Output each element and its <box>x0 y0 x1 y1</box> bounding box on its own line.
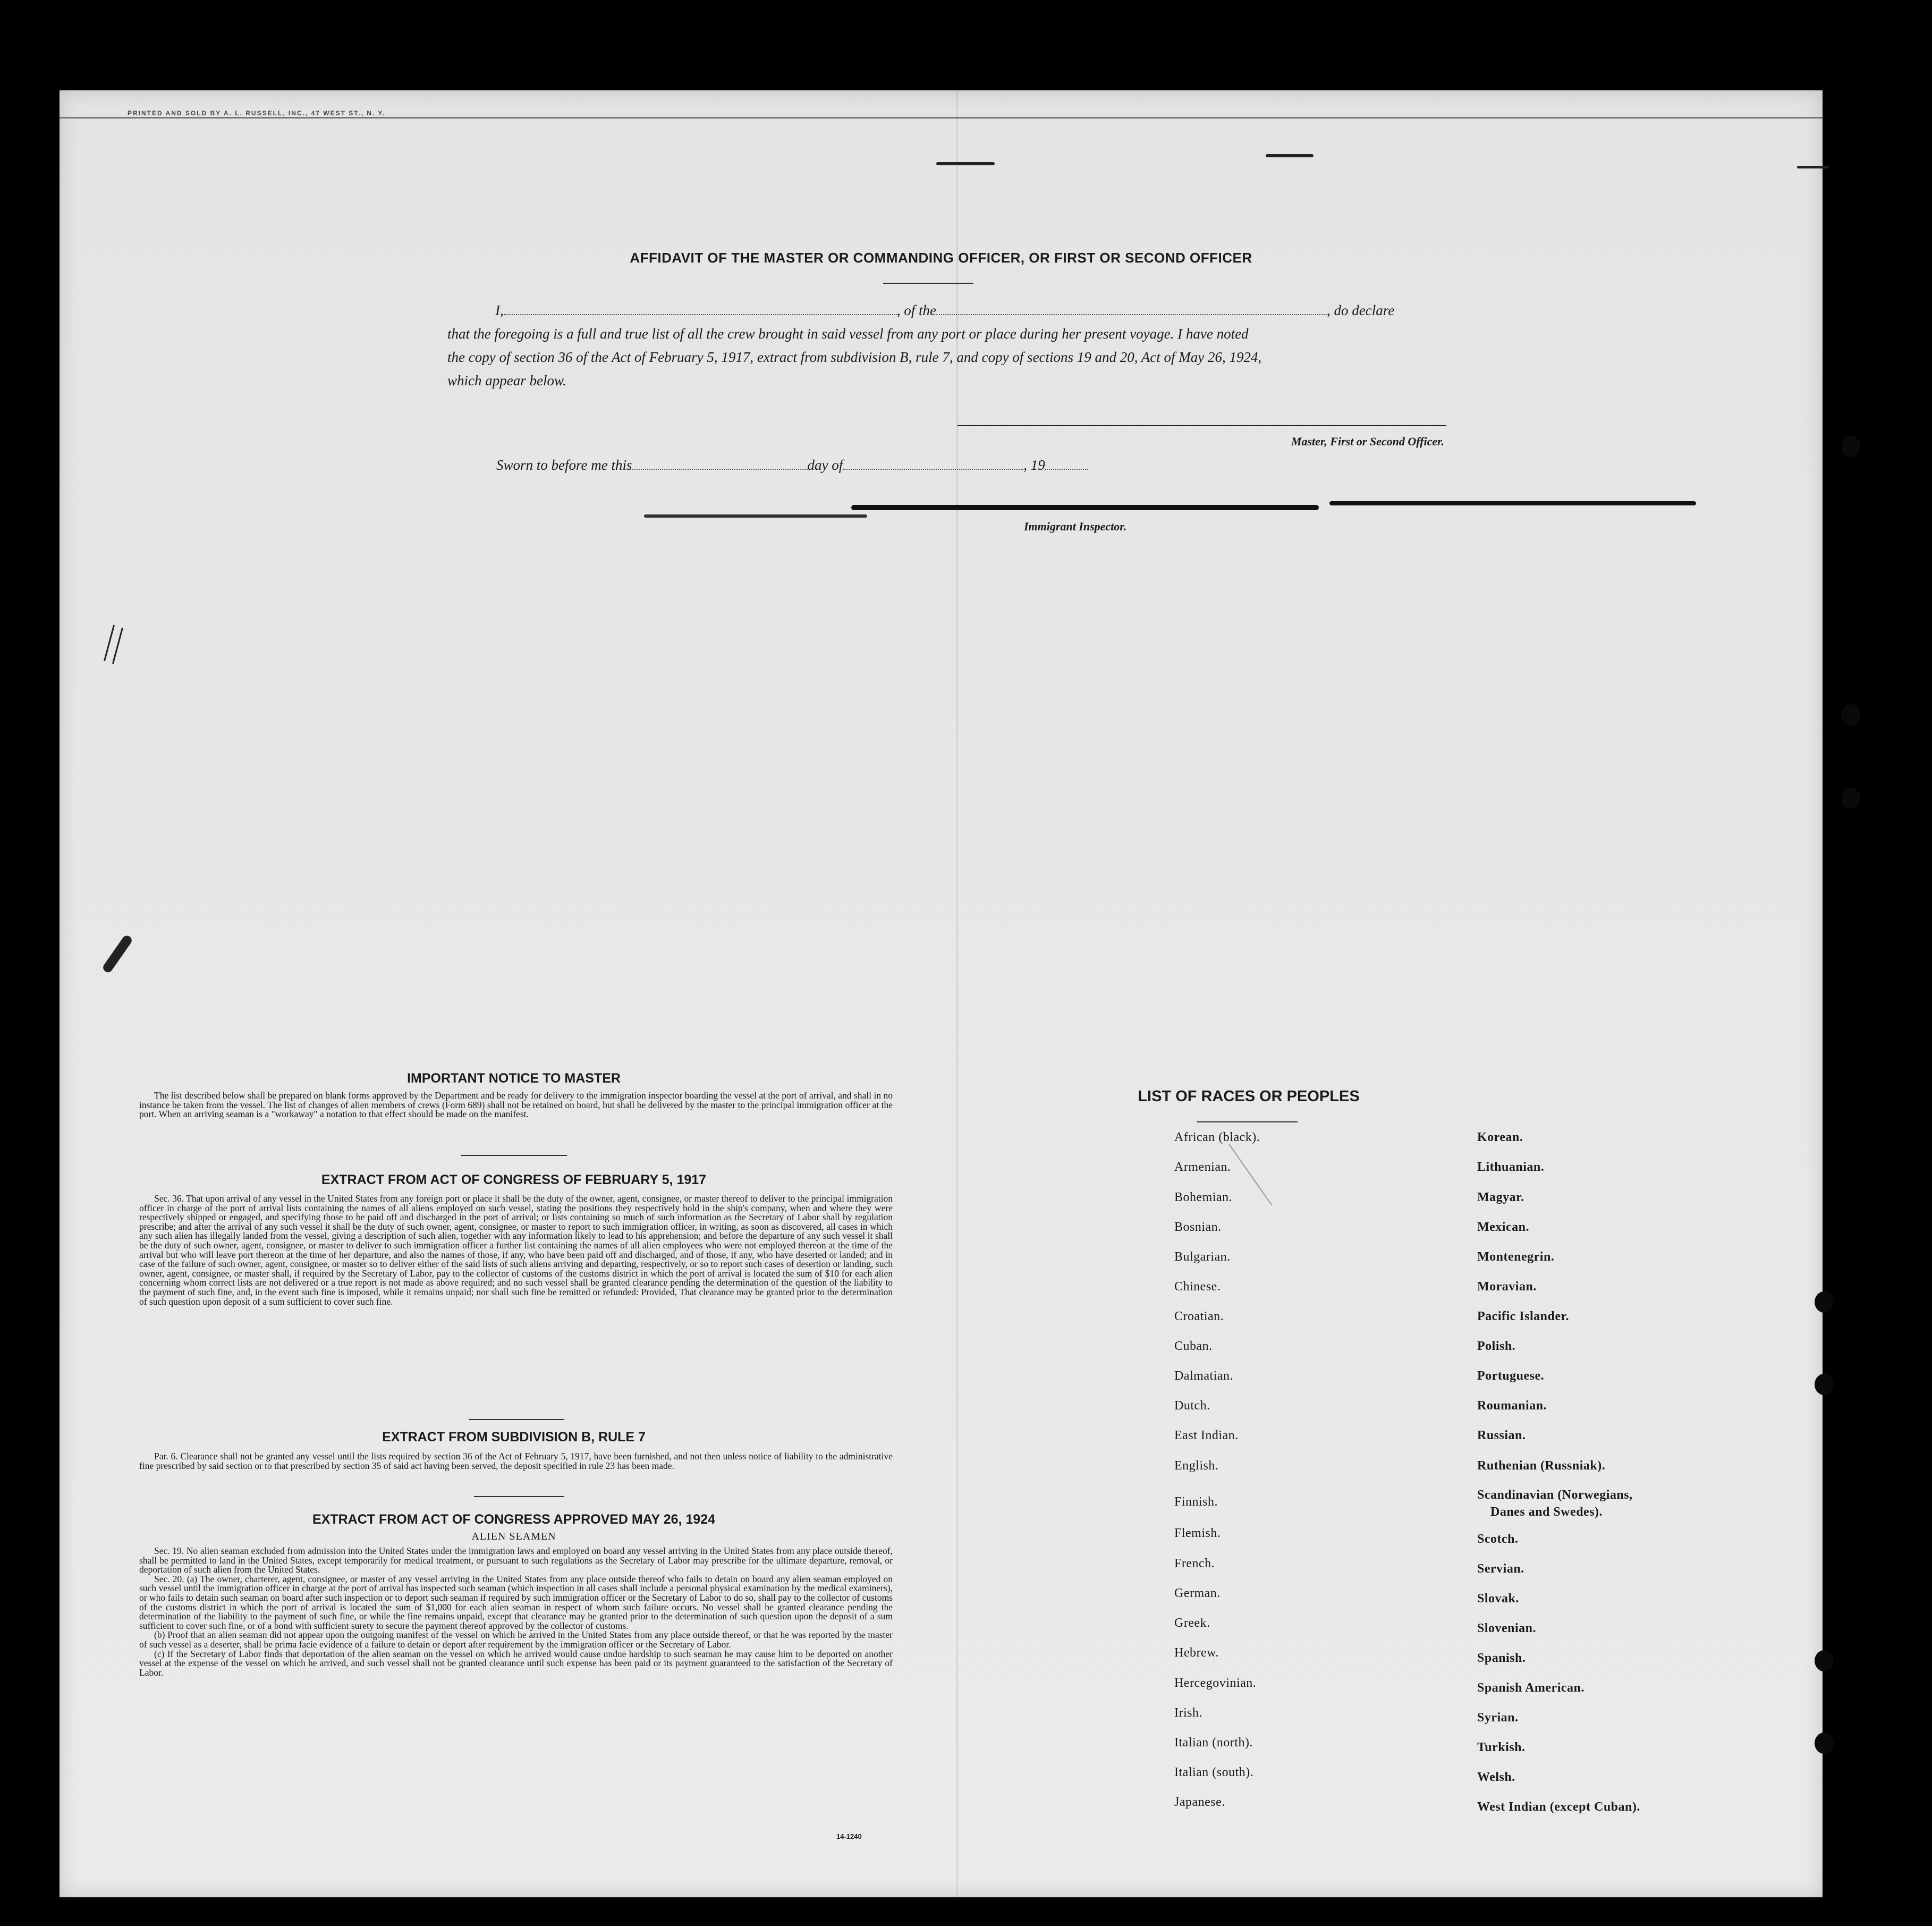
races-title: LIST OF RACES OR PEOPLES <box>1138 1088 1360 1105</box>
inspector-label: Immigrant Inspector. <box>1024 520 1127 533</box>
race-item: Montenegrin. <box>1477 1250 1555 1264</box>
race-item: Lithuanian. <box>1477 1160 1545 1174</box>
affidavit-title: AFFIDAVIT OF THE MASTER OR COMMANDING OFFICER, OR FIRST OR SECOND OFFICER <box>630 250 1252 266</box>
pencil-mark <box>1228 1144 1272 1205</box>
race-item: Flemish. <box>1174 1526 1221 1540</box>
affidavit-body <box>447 299 1446 392</box>
section-rule <box>474 1496 564 1497</box>
race-item: Irish. <box>1174 1706 1202 1720</box>
affidavit-line-4: which appear below. <box>447 373 566 388</box>
master-signature-line[interactable] <box>957 425 1446 426</box>
race-item: Mexican. <box>1477 1220 1529 1234</box>
year-blank[interactable] <box>1045 458 1088 470</box>
extract-1924-body <box>139 1547 893 1677</box>
extract-1917-title: EXTRACT FROM ACT OF CONGRESS OF FEBRUARY 5, 1917 <box>321 1172 707 1187</box>
binder-hole <box>1841 436 1860 457</box>
title-rule <box>883 283 973 284</box>
race-item: Italian (south). <box>1174 1766 1254 1779</box>
day-blank[interactable] <box>632 458 808 470</box>
race-item: Cuban. <box>1174 1339 1213 1353</box>
race-item: Spanish American. <box>1477 1681 1584 1695</box>
smudge <box>936 162 995 165</box>
top-rule <box>60 117 1823 119</box>
extract-1924-title: EXTRACT FROM ACT OF CONGRESS APPROVED MAY 26, 1924 <box>312 1512 716 1527</box>
rule7-title: EXTRACT FROM SUBDIVISION B, RULE 7 <box>382 1430 646 1444</box>
binder-hole <box>1841 788 1860 809</box>
section-rule <box>469 1419 564 1420</box>
race-item: Ruthenian (Russniak). <box>1477 1459 1606 1473</box>
race-item: Syrian. <box>1477 1711 1519 1725</box>
form-number: 14-1240 <box>836 1832 862 1840</box>
rule7-body: Par. 6. Clearance shall not be granted any vessel until the lists required by section 36 of the Act of February 5, 1917, have been furnished, and not then unless notice of liability to the administrative fine prescribed by said section or to that prescribed by section 35 of said act having been served, the deposit specified in rule 23 has been made. <box>139 1451 893 1471</box>
race-item: Bohemian. <box>1174 1190 1233 1204</box>
binder-hole <box>1815 1733 1834 1754</box>
sec-19: Sec. 19. No alien seaman excluded from admission into the United States under the immigration laws and employed on board any vessel arriving in the United States from any place outside thereof, shall be permitted to land in the United States, except temporarily for medical treatment, or pursuant to such regulations as the Secretary of Labor may prescribe for the ultimate departure, removal, or deportation of such alien from the United States. <box>139 1545 893 1575</box>
race-item: East Indian. <box>1174 1429 1239 1442</box>
race-item: African (black). <box>1174 1130 1260 1144</box>
section-rule <box>461 1155 567 1156</box>
race-item: West Indian (except Cuban). <box>1477 1800 1640 1814</box>
race-item: Slovak. <box>1477 1592 1519 1606</box>
affidavit-line-1: I, , of the , do declare <box>495 302 1395 318</box>
race-item: Armenian. <box>1174 1160 1231 1174</box>
race-item: Scandinavian (Norwegians, <box>1477 1488 1633 1502</box>
name-blank[interactable] <box>504 303 897 315</box>
race-item: Scotch. <box>1477 1532 1519 1546</box>
race-item: Servian. <box>1477 1562 1524 1576</box>
race-item: Dalmatian. <box>1174 1369 1233 1383</box>
month-blank[interactable] <box>843 458 1023 470</box>
race-item: Roumanian. <box>1477 1399 1547 1413</box>
extract-1917-body: Sec. 36. That upon arrival of any vessel in the United States from any foreign port or place it shall be the duty of the owner, agent, consignee, or master thereof to deliver to the principal immigration officer in charge of the port of arrival lists containing the names of all aliens employed on such vessel, stating the positions they respectively hold in the ship's company, when and where they were respectively shipped or engaged, and specifying those to be paid off and discharged in the port of arrival; or lists containing so much of such information as the Secretary of Labor shall by regulation prescribe; and after the arrival of any such vessel it shall be the duty of such owner, agent, consignee, or master to report to such immigration officer, in writing, as soon as discovered, all cases in which any such alien has illegally landed from the vessel, giving a description of such alien, together with any information likely to lead to his apprehension; and before the departure of any such vessel it shall be the duty of such owner, agent, consignee, or master to deliver to such immigration officer a further list containing the names of all alien employees who were not employed thereon at the time of the arrival but who will leave port thereon at the time of her departure, and also the names of those, if any, who have been paid off and discharged, and of those, if any, who have deserted or landed; and in case of the failure of such owner, agent, consignee, or master so to deliver either of the said lists of such aliens arriving and departing, respectively, or so to report such cases of desertion or landing, such owner, agent, consignee, or master shall, if required by the Secretary of Labor, pay to the collector of customs of the customs district in which the port of arrival is located the sum of $10 for each alien concerning whom correct lists are not delivered or a true report is not made as above required; and no such vessel shall be granted clearance pending the determination of the question of the liability to the payment of such fine, and, in the event such fine is imposed, while it remains unpaid; nor shall such fine be remitted or refunded: Provided, That clearance may be granted prior to the determination of such question upon deposit of a sum sufficient to cover such fine. <box>139 1193 893 1307</box>
vessel-blank[interactable] <box>936 303 1327 315</box>
smudge <box>1797 166 1829 168</box>
form-sheet <box>60 90 1823 1897</box>
race-item: Turkish. <box>1477 1741 1526 1754</box>
race-item: Danes and Swedes). <box>1490 1505 1603 1519</box>
race-item: German. <box>1174 1586 1221 1600</box>
inspector-signature-blot <box>851 505 1319 510</box>
race-item: Greek. <box>1174 1616 1210 1630</box>
scan-blot <box>644 514 867 518</box>
races-rule <box>1197 1121 1298 1122</box>
race-item: Hercegovinian. <box>1174 1676 1257 1690</box>
smudge <box>1266 154 1314 157</box>
race-item: Russian. <box>1477 1429 1526 1442</box>
affidavit-line-3: the copy of section 36 of the Act of February 5, 1917, extract from subdivision B, rule 7, and copy of sections 19 and 20, Act of May 26, 1924, <box>447 349 1262 365</box>
race-item: Slovenian. <box>1477 1621 1537 1635</box>
affidavit-line-2: that the foregoing is a full and true list of all the crew brought in said vessel from any port or place during her present voyage. I have noted <box>447 326 1249 342</box>
sworn-line: Sworn to before me this day of , 19 <box>496 457 1088 474</box>
race-item: English. <box>1174 1459 1219 1473</box>
master-signature-label: Master, First or Second Officer. <box>1291 435 1444 448</box>
race-item: Hebrew. <box>1174 1646 1219 1660</box>
race-item: Dutch. <box>1174 1399 1210 1413</box>
race-item: Pacific Islander. <box>1477 1310 1569 1323</box>
race-item: Moravian. <box>1477 1280 1537 1294</box>
binder-hole <box>1815 1291 1834 1313</box>
printer-line: PRINTED AND SOLD BY A. L. RUSSELL, INC., 47 WEST ST., N. Y. <box>128 109 386 117</box>
race-item: Croatian. <box>1174 1310 1224 1323</box>
notice-body: The list described below shall be prepared on blank forms approved by the Department and be ready for delivery to the immigration inspector boarding the vessel at the port of arrival, and shall in no instance be taken from the vessel. The list of changes of alien members of crews (Form 689) shall not be retained on board, but shall be delivered by the master to the principal immigration officer at the port. When an arriving seaman is a "workaway" a notation to that effect should be made on the manifest. <box>139 1090 893 1120</box>
notice-title: IMPORTANT NOTICE TO MASTER <box>407 1071 621 1086</box>
race-item: Chinese. <box>1174 1280 1221 1294</box>
binder-hole <box>1815 1374 1834 1395</box>
race-item: Bosnian. <box>1174 1220 1222 1234</box>
race-item: Welsh. <box>1477 1770 1515 1784</box>
pencil-mark <box>104 625 115 661</box>
race-item: Magyar. <box>1477 1190 1524 1204</box>
binder-hole <box>1841 704 1860 725</box>
race-item: Bulgarian. <box>1174 1250 1231 1264</box>
alien-seamen-subtitle: ALIEN SEAMEN <box>471 1531 556 1542</box>
race-item: French. <box>1174 1557 1215 1570</box>
pencil-mark <box>112 628 123 664</box>
sec-20a: Sec. 20. (a) The owner, charterer, agent, consignee, or master of any vessel arriving in the United States from any place outside thereof who fails to detain on board any alien seaman employed on such vessel until the immigration officer in charge at the port of arrival has inspected such seaman (which inspection in all cases shall include a personal physical examination by the medical examiners), or who fails to detain such seaman on board after such inspection or to deport such seaman if required by such immigration officer or the Secretary of Labor to do so, shall pay to the collector of customs of the customs district in which the port of arrival is located the sum of $1,000 for each alien seaman in respect of whom such failure occurs. No vessel shall be granted clearance pending the determination of the liability to the payment of such fine, or while the fine remains unpaid, except that clearance may be granted prior to the determination of such question upon the deposit of a sum sufficient to cover such fine, or of a bond with sufficient surety to secure the payment thereof approved by the collector of customs. <box>139 1573 893 1631</box>
race-item: Japanese. <box>1174 1795 1225 1809</box>
race-item: Polish. <box>1477 1339 1516 1353</box>
scan-blot <box>1329 501 1696 505</box>
ink-mark <box>101 934 134 974</box>
race-item: Spanish. <box>1477 1651 1526 1665</box>
sec-20c: (c) If the Secretary of Labor finds that deportation of the alien seaman on the vessel on which he arrived would cause undue hardship to such seaman he may cause him to be deported on another vessel at the expense of the vessel on which he arrived, and such vessel shall not be granted clearance until such expense has been paid or its payment guaranteed to the satisfaction of the Secretary of Labor. <box>139 1648 893 1678</box>
sec-20b: (b) Proof that an alien seaman did not appear upon the outgoing manifest of the vessel on which he arrived in the United States from any place outside thereof, or that he was reported by the master of such vessel as a deserter, shall be prima facie evidence of a failure to detain or deport after requirement by the immigration officer or the Secretary of Labor. <box>139 1629 893 1650</box>
race-item: Finnish. <box>1174 1495 1218 1509</box>
race-item: Korean. <box>1477 1130 1523 1144</box>
binder-hole <box>1815 1650 1834 1671</box>
race-item: Italian (north). <box>1174 1736 1253 1750</box>
race-item: Portuguese. <box>1477 1369 1545 1383</box>
